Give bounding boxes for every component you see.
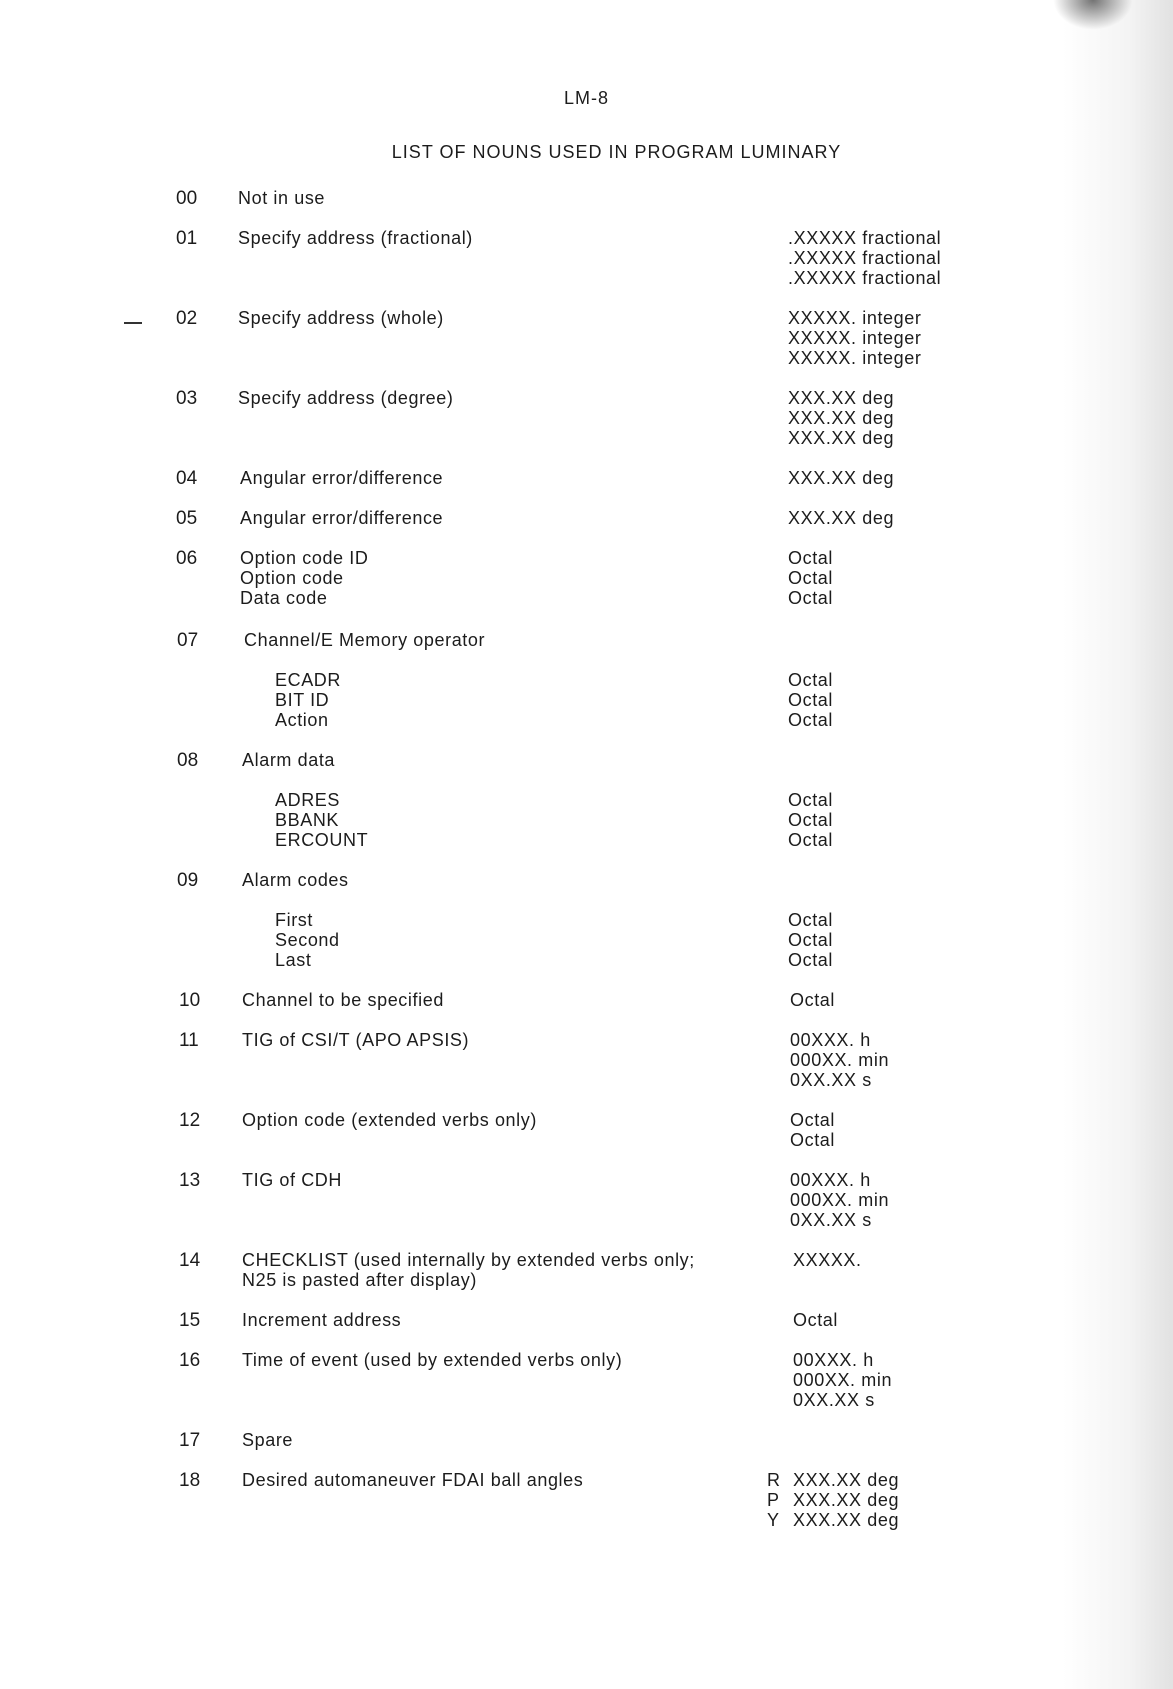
noun-components	[275, 670, 341, 730]
noun-format-line	[790, 990, 835, 1010]
noun-number: 06	[176, 548, 198, 569]
page-code: LM-8	[563, 88, 609, 108]
noun-format-line	[788, 248, 941, 268]
noun-number: 02	[176, 308, 198, 329]
format-value: XXX.XX deg	[793, 1490, 900, 1510]
noun-format-line	[788, 388, 894, 408]
noun-components	[275, 790, 368, 850]
noun-format-line	[767, 1470, 899, 1490]
noun-format-line	[788, 308, 921, 328]
noun-components	[240, 548, 368, 608]
noun-number: 07	[177, 630, 199, 651]
noun-format-line	[790, 1070, 889, 1090]
format-value: XXXXX. integer	[788, 328, 922, 348]
format-value: XXXXX. integer	[788, 308, 922, 328]
format-value: Octal	[788, 910, 834, 930]
noun-format-line	[788, 268, 941, 288]
page-title: LIST OF NOUNS USED IN PROGRAM LUMINARY	[391, 142, 842, 162]
noun-format-line	[788, 408, 894, 428]
noun-format-line	[793, 1390, 892, 1410]
noun-format-line	[788, 508, 894, 528]
noun-description: Time of event (used by extended verbs only)	[242, 1350, 623, 1370]
noun-component: ADRES	[275, 790, 341, 810]
format-value: Octal	[788, 810, 834, 830]
noun-number: 10	[179, 990, 201, 1011]
noun-format-line	[788, 830, 833, 850]
noun-format	[788, 308, 921, 368]
noun-component: ERCOUNT	[275, 830, 369, 850]
format-value: Octal	[788, 690, 834, 710]
noun-format-line	[793, 1250, 862, 1270]
noun-number: 05	[176, 508, 198, 529]
noun-format-line	[793, 1370, 892, 1390]
format-value: 00XXX. h	[793, 1350, 874, 1370]
noun-description: TIG of CSI/T (APO APSIS)	[242, 1030, 470, 1050]
noun-format	[788, 228, 941, 288]
noun-description: Desired automaneuver FDAI ball angles	[242, 1470, 584, 1490]
format-value: Octal	[788, 830, 834, 850]
noun-description-continued: N25 is pasted after display)	[242, 1270, 477, 1290]
noun-number: 03	[176, 388, 198, 409]
noun-format-line	[788, 950, 833, 970]
noun-description: Option code (extended verbs only)	[242, 1110, 537, 1130]
scan-corner-smudge	[1053, 0, 1133, 30]
noun-format-line	[788, 790, 833, 810]
format-value: XXX.XX deg	[788, 388, 895, 408]
noun-format-line	[788, 468, 894, 488]
format-value: XXX.XX deg	[788, 428, 895, 448]
noun-component: Data code	[240, 588, 328, 608]
noun-format-line	[790, 1210, 889, 1230]
format-value: .XXXXX fractional	[788, 248, 942, 268]
noun-number: 11	[179, 1030, 199, 1051]
noun-format-line	[788, 548, 833, 568]
format-value: Octal	[788, 548, 834, 568]
noun-description: Alarm codes	[242, 870, 349, 890]
format-value: 000XX. min	[790, 1050, 890, 1070]
noun-component: Option code	[240, 568, 344, 588]
noun-component: ECADR	[275, 670, 342, 690]
noun-format-line	[788, 588, 833, 608]
noun-format-line	[788, 690, 833, 710]
noun-format-line	[788, 428, 894, 448]
format-value: XXX.XX deg	[793, 1510, 900, 1530]
scan-shadow	[1063, 0, 1173, 1689]
noun-number: 01	[176, 228, 198, 249]
noun-format	[793, 1250, 862, 1270]
noun-format	[788, 508, 894, 528]
noun-format	[790, 1170, 889, 1230]
noun-format-line	[788, 670, 833, 690]
noun-number: 04	[176, 468, 198, 489]
noun-format	[788, 548, 833, 608]
format-value: .XXXXX fractional	[788, 268, 942, 288]
noun-format-line	[790, 1110, 835, 1130]
noun-format-line	[767, 1490, 899, 1510]
noun-number: 00	[176, 188, 198, 209]
noun-description: Specify address (fractional)	[238, 228, 473, 248]
noun-description: Channel to be specified	[242, 990, 444, 1010]
format-value: 00XXX. h	[790, 1170, 871, 1190]
noun-format-line	[793, 1350, 892, 1370]
noun-format	[790, 990, 835, 1010]
noun-format-line	[790, 1050, 889, 1070]
noun-format-line	[790, 1170, 889, 1190]
noun-format-line	[790, 1190, 889, 1210]
format-value: Octal	[788, 790, 834, 810]
format-value: Octal	[790, 1110, 836, 1130]
noun-description: Spare	[242, 1430, 294, 1450]
noun-description: Alarm data	[242, 750, 336, 770]
noun-format	[767, 1470, 899, 1530]
format-value: XXXXX. integer	[788, 348, 922, 368]
noun-component: BBANK	[275, 810, 340, 830]
format-value: XXX.XX deg	[788, 468, 895, 488]
axis-prefix: P	[767, 1490, 780, 1510]
noun-component: Option code ID	[240, 548, 369, 568]
format-value: 00XXX. h	[790, 1030, 871, 1050]
noun-format-line	[788, 910, 833, 930]
format-value: Octal	[788, 588, 834, 608]
noun-format	[790, 1110, 835, 1150]
format-value: 000XX. min	[793, 1370, 893, 1390]
noun-description: Angular error/difference	[240, 508, 444, 528]
noun-format	[788, 468, 894, 488]
format-value: .XXXXX fractional	[788, 228, 942, 248]
noun-description: Angular error/difference	[240, 468, 444, 488]
noun-format-line	[788, 348, 921, 368]
noun-number: 18	[179, 1470, 201, 1491]
noun-description: Not in use	[238, 188, 326, 208]
format-value: 0XX.XX s	[790, 1210, 872, 1230]
noun-component: Action	[275, 710, 329, 730]
format-value: 0XX.XX s	[790, 1070, 872, 1090]
noun-format-line	[788, 930, 833, 950]
noun-description: Channel/E Memory operator	[244, 630, 486, 650]
noun-format	[788, 388, 894, 448]
noun-format-line	[788, 810, 833, 830]
noun-number: 15	[179, 1310, 201, 1331]
noun-format-line	[788, 328, 921, 348]
noun-description: Specify address (whole)	[238, 308, 444, 328]
margin-mark	[124, 322, 142, 324]
noun-number: 08	[177, 750, 199, 771]
format-value: Octal	[790, 1130, 836, 1150]
noun-format-line	[790, 1130, 835, 1150]
format-value: XXX.XX deg	[788, 508, 895, 528]
format-value: Octal	[790, 990, 836, 1010]
noun-number: 09	[177, 870, 199, 891]
format-value: Octal	[788, 930, 834, 950]
noun-format	[788, 670, 833, 730]
noun-format-line	[788, 228, 941, 248]
format-value: Octal	[793, 1310, 839, 1330]
format-value: XXX.XX deg	[788, 408, 895, 428]
noun-description: Specify address (degree)	[238, 388, 454, 408]
noun-format-line	[790, 1030, 889, 1050]
noun-component: BIT ID	[275, 690, 330, 710]
noun-format	[790, 1030, 889, 1090]
format-value: 0XX.XX s	[793, 1390, 875, 1410]
format-value: Octal	[788, 670, 834, 690]
noun-format	[793, 1350, 892, 1410]
format-value: Octal	[788, 710, 834, 730]
format-value: XXXXX.	[793, 1250, 862, 1270]
format-value: 000XX. min	[790, 1190, 890, 1210]
format-value: Octal	[788, 950, 834, 970]
noun-format-line	[788, 710, 833, 730]
format-value: Octal	[788, 568, 834, 588]
noun-component: First	[275, 910, 313, 930]
noun-format	[788, 790, 833, 850]
axis-prefix: R	[767, 1470, 781, 1490]
noun-description: Increment address	[242, 1310, 402, 1330]
noun-components	[275, 910, 340, 970]
noun-number: 17	[179, 1430, 201, 1451]
axis-prefix: Y	[767, 1510, 780, 1530]
noun-format-line	[793, 1310, 838, 1330]
noun-format-line	[788, 568, 833, 588]
noun-description: TIG of CDH	[242, 1170, 343, 1190]
noun-number: 13	[179, 1170, 201, 1191]
noun-description: CHECKLIST (used internally by extended verbs only;	[242, 1250, 695, 1270]
noun-format	[793, 1310, 838, 1330]
format-value: XXX.XX deg	[793, 1470, 900, 1490]
noun-component: Last	[275, 950, 312, 970]
noun-component: Second	[275, 930, 340, 950]
noun-format-line	[767, 1510, 899, 1530]
noun-number: 12	[179, 1110, 201, 1131]
noun-number: 16	[179, 1350, 201, 1371]
noun-number: 14	[179, 1250, 201, 1271]
noun-format	[788, 910, 833, 970]
